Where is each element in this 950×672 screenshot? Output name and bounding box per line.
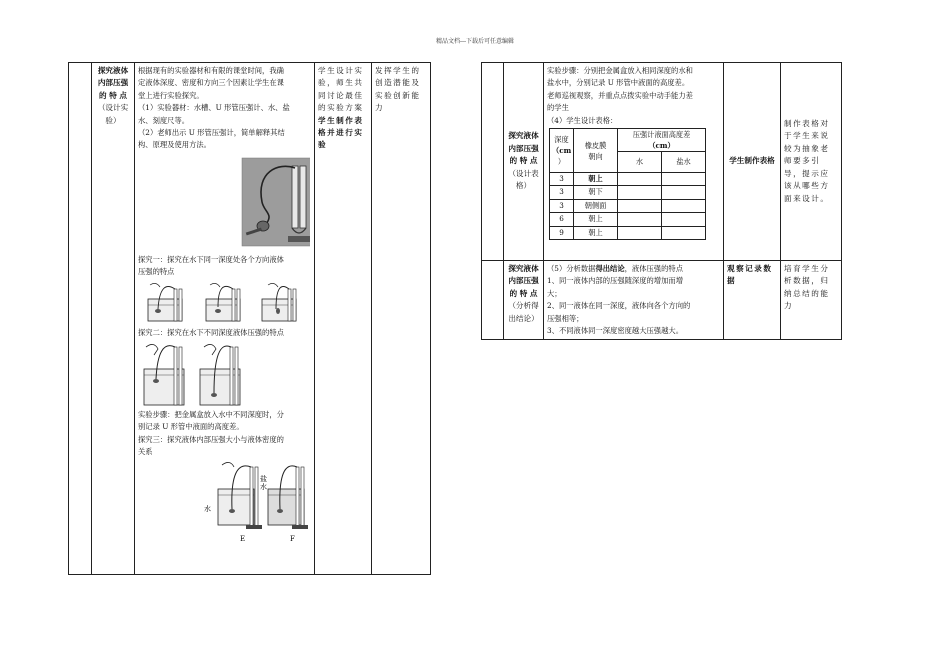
left-lesson-table [68, 62, 431, 575]
figure-f-label: F [290, 534, 295, 543]
steps-line: 实验步骤：把金属盒放入水中不同深度时，分 [138, 410, 284, 420]
purpose-line: 析数据，归 [784, 276, 830, 286]
steps-line: 实验步骤：分别把金属盒放入相同深度的水和 [547, 66, 693, 75]
student-activity: 学生制作表格 [729, 156, 775, 166]
table-row [550, 173, 706, 186]
conclusion-line: 大； [547, 288, 562, 298]
topic-note: 出结论） [508, 313, 539, 323]
explore1-line: 压强的特点 [138, 267, 175, 277]
purpose-line: 该从哪些方 [784, 181, 830, 191]
right-student-cell-1 [724, 63, 781, 261]
topic-note: 格） [515, 181, 532, 191]
steps-line: 别记录 U 形管中液面的高度差。 [138, 422, 244, 432]
topic-line: 探究液体 [508, 264, 539, 273]
cell-direction: 朝上 [574, 173, 618, 186]
right-content-cell-1 [544, 63, 724, 261]
cell-depth: 6 [550, 213, 574, 226]
water-label: 水 [204, 504, 211, 513]
explore1-figure [138, 279, 310, 327]
cell-salt [662, 186, 706, 199]
topic-note: 验） [105, 115, 121, 125]
header-depth: 深度 （cm ） [550, 129, 574, 173]
cell-direction: 朝上 [574, 213, 618, 226]
cell-water [618, 213, 662, 226]
student-line: 的实验方案 [318, 103, 364, 113]
steps-line: 老师巡视观察，并重点点拨实验中动手能力差 [547, 90, 693, 100]
explore2-figure [138, 339, 310, 409]
topic-line: 的 特 点 [98, 90, 128, 100]
header-height-diff: 压强计液面高度差 （cm） [618, 129, 706, 152]
analysis-bold: 得出结论 [595, 264, 625, 273]
conclusion-line: 1、同一液体内部的压强随深度的增加而增 [547, 276, 683, 286]
purpose-line: 实验创新能 [375, 90, 421, 100]
cell-depth: 9 [550, 226, 574, 239]
cell-depth: 3 [550, 186, 574, 199]
table-title: （4）学生设计表格： [547, 115, 618, 125]
purpose-line: 力 [784, 301, 794, 311]
student-activity: 观察记录数 [727, 264, 773, 273]
right-content-cell-2 [544, 261, 724, 340]
cell-water [618, 173, 662, 186]
purpose-line: 力 [375, 103, 385, 113]
cell-salt [662, 213, 706, 226]
student-bold-line: 验 [318, 140, 328, 150]
left-student-cell [315, 63, 372, 575]
salt-water-label-1: 盐 [260, 474, 267, 483]
cell-water [618, 199, 662, 212]
explore1-line: 探究一：探究在水下同一深度处各个方向液体 [138, 254, 284, 264]
topic-note: （分析得 [508, 301, 539, 311]
right-blank-cell [482, 261, 504, 340]
student-line: 验，师生共 [318, 78, 364, 88]
explore3-line: 关系 [138, 447, 153, 457]
topic-line: 内部压强 [508, 276, 539, 286]
purpose-line: 较为抽象老 [784, 143, 830, 153]
cell-water [618, 226, 662, 239]
student-line: 学生设计实 [318, 66, 364, 75]
equipment-line: （1）实验器材：水槽、U 形管压强计、水、盐 [138, 103, 290, 113]
steps-line: 盐水中，分别记录 U 形管中液面的高度差。 [547, 78, 690, 88]
purpose-line: 创造潜能及 [375, 78, 421, 88]
table-row [550, 213, 706, 226]
equipment-line: 水、刻度尺等。 [138, 115, 190, 125]
right-student-cell-2 [724, 261, 781, 340]
left-blank-cell [69, 63, 92, 575]
right-lesson-table [481, 62, 842, 340]
right-topic-cell-1 [504, 63, 544, 261]
record-table [549, 128, 706, 240]
purpose-line: 面来设计。 [784, 193, 830, 203]
explore3-line: 探究三：探究液体内部压强大小与液体密度的 [138, 434, 284, 444]
purpose-line: 制作表格对 [784, 119, 830, 129]
topic-line: 探究液体 [508, 131, 539, 141]
cell-direction: 朝侧面 [574, 199, 618, 212]
left-purpose-cell [372, 63, 431, 575]
figure-e-label: E [240, 534, 246, 543]
cell-direction: 朝上 [574, 226, 618, 239]
explore3-figure [138, 459, 310, 545]
cell-direction: 朝下 [574, 186, 618, 199]
table-row [550, 186, 706, 199]
explore2-line: 探究二：探究在水下不同深度液体压强的特点 [138, 327, 284, 337]
student-line: 同讨论最佳 [318, 90, 364, 100]
cell-salt [662, 226, 706, 239]
student-bold-line: 学生制作表 [318, 115, 364, 125]
conclusion-line: 压强相等； [547, 313, 584, 323]
salt-water-label-2: 水 [260, 482, 267, 491]
student-bold-line: 格并进行实 [318, 128, 364, 138]
left-topic-cell [92, 63, 135, 575]
student-activity: 据 [727, 276, 737, 286]
topic-note: （设计实 [97, 103, 129, 113]
conclusion-line: 3、不同液体同一深度密度越大压强越大。 [547, 326, 683, 336]
intro-line: 根据现有的实验器材和有限的课堂时间，我确 [138, 66, 284, 75]
manometer-photo [138, 152, 310, 254]
purpose-line: 于学生来说 [784, 131, 830, 141]
intro-line: 堂上进行实验探究。 [138, 90, 204, 100]
topic-line: 探究液体 [97, 66, 129, 75]
teacher-line: 构、原理及使用方法。 [138, 140, 211, 150]
right-purpose-cell-2 [781, 261, 842, 340]
intro-line: 定液体深度、密度和方向三个因素让学生在课 [138, 78, 284, 88]
conclusion-line: 2、同一液体在同一深度，液体向各个方向的 [547, 301, 691, 311]
page-header: 精品文档---下载后可任意编辑 [435, 38, 515, 45]
topic-line: 的 特 点 [509, 156, 538, 166]
header-salt-water: 盐水 [662, 152, 706, 173]
table-row [550, 199, 706, 212]
right-purpose-cell-1 [781, 63, 842, 261]
right-topic-cell-2 [504, 261, 544, 340]
topic-note: （设计表 [508, 168, 539, 178]
analysis-line: （5）分析数据得出结论，液体压强的特点 [547, 264, 683, 273]
purpose-line: 发挥学生的 [375, 66, 421, 75]
cell-salt [662, 173, 706, 186]
cell-depth: 3 [550, 173, 574, 186]
topic-line: 内部压强 [97, 78, 129, 88]
table-row [550, 226, 706, 239]
topic-line: 的 特 点 [509, 288, 538, 298]
right-blank-cell [482, 63, 504, 261]
cell-salt [662, 199, 706, 212]
cell-water [618, 186, 662, 199]
purpose-line: 导，提示应 [784, 168, 830, 178]
teacher-line: （2）老师出示 U 形管压强计，简单解释其结 [138, 128, 285, 138]
purpose-line: 培育学生分 [784, 264, 830, 273]
left-content-cell [135, 63, 315, 575]
steps-line: 的学生 [547, 103, 569, 113]
header-water: 水 [618, 152, 662, 173]
topic-line: 内部压强 [508, 143, 539, 153]
header-direction: 橡皮膜 朝向 [574, 129, 618, 173]
purpose-line: 纳总结的能 [784, 288, 830, 298]
purpose-line: 师要多引 [784, 156, 821, 166]
cell-depth: 3 [550, 199, 574, 212]
